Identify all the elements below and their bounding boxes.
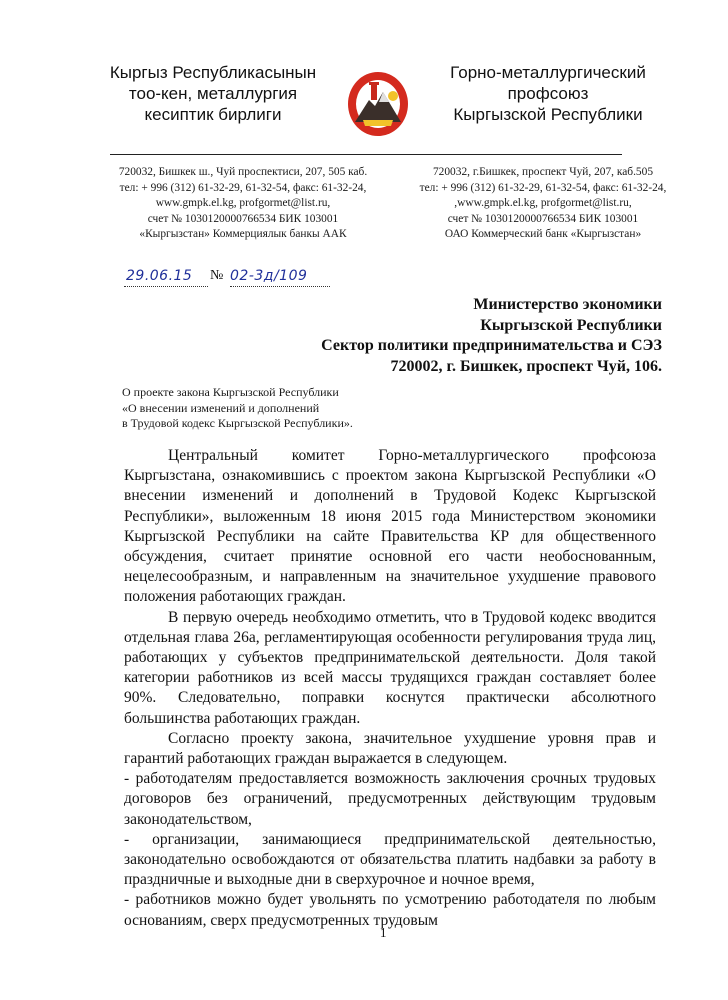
address-line: ОАО Коммерческий банк «Кыргызстан» [444,228,642,240]
address-kyrgyz [98,165,388,243]
letterhead-russian [438,62,658,125]
body-paragraph: Согласно проекту закона, значительное ухудшение уровня прав и гарантий работающих граждан выражается в следующем. [124,729,656,768]
subject-line: в Трудовой кодекс Кыргызской Республики». [122,416,353,430]
recipient-line: Министерство экономики [473,296,662,313]
body-list-item: - организации, занимающиеся предпринимательской деятельностью, законодательно освобождаются от обязательства платить надбавки за работу в праздничные и выходные дни в сверхурочное и ночное время, [124,830,656,889]
letterhead-line: профсоюз [507,84,589,103]
letterhead-line: Кыргыз Республикасынын [109,63,317,82]
subject-block [122,385,422,432]
address-line: тел: + 996 (312) 61-32-29, 61-32-54, факс: 61-32-24, [419,181,667,194]
page-number: 1 [380,925,387,940]
body-list-item: - работодателям предоставляется возможность заключения срочных трудовых договоров без ограничений, предусмотренных действующим трудовым законодательством, [124,770,656,828]
outgoing-number: 02-3д/109 [230,268,308,284]
address-line: счет № 1030120000766534 БИК 103001 [147,212,339,225]
letterhead-line: Кыргызской Республики [453,105,643,124]
recipient-line: Кыргызской Республики [480,316,662,334]
address-line: тел: + 996 (312) 61-32-29, 61-32-54, факс: 61-32-24, [119,181,367,194]
address-line: ,www.gmpk.el.kg, profgormet@list.ru, [454,197,632,209]
address-line: счет № 1030120000766534 БИК 103001 [447,212,639,225]
address-line: www.gmpk.el.kg, profgormet@list.ru, [155,197,331,209]
subject-line: О проекте закона Кыргызской Республики [122,385,339,399]
outgoing-date: 29.06.15 [126,268,193,284]
body-paragraph: Центральный комитет Горно-металлургического профсоюза Кыргызстана, ознакомившись с проектом закона Кыргызской Республики «О внесении изменений и дополнений в Трудовой Кодекс Кыргызской Республики», выложенным 18 июня 2015 года Министерством экономики Кыргызской Республики на сайте Правительства КР для общественного обсуждения, считает принятие основной его части необоснованным, нецелесообразным, и направленным на значительное ухудшение правового положения работающих граждан. [124,447,656,606]
letterhead-line: кесиптик бирлиги [144,105,282,124]
date-underline [124,286,208,287]
outgoing-reference [118,266,338,294]
outgoing-number-label: № [210,268,224,283]
address-line: «Кыргызстан» Коммерциялык банкы ААК [139,228,347,240]
subject-line: «О внесении изменений и дополнений [122,400,320,415]
body-paragraph: В первую очередь необходимо отметить, что в Трудовой кодекс вводится отдельная глава 26а, регламентирующая особенности регулирования труда лиц, работающих у субъектов предпринимательской деятельности. Доля такой категории работников из всей массы трудящихся граждан составляет более 90%. Следовательно, поправки коснутся практически абсолютного большинства работающих граждан. [124,608,656,727]
recipient-block [290,295,662,377]
address-line: 720032, Бишкек ш., Чуй проспектиси, 207, 505 каб. [118,166,368,178]
letterhead-line: Горно-металлургический [450,63,646,82]
letterhead-kyrgyz [82,62,344,125]
trade-union-emblem-icon [345,70,411,138]
letter-body [124,446,656,931]
address-line: 720032, г.Бишкек, проспект Чуй, 207, каб.505 [432,166,654,178]
body-list-item: - работников можно будет увольнять по усмотрению работодателя по любым основаниям, сверх предусмотренных трудовым [124,891,656,929]
address-russian [398,165,688,243]
letterhead-line: тоо-кен, металлургия [128,84,298,103]
letterhead-divider [110,154,622,155]
number-underline [230,286,330,287]
recipient-line: Сектор политики предпринимательства и СЭЗ [321,337,662,354]
recipient-line: 720002, г. Бишкек, проспект Чуй, 106. [390,357,662,375]
